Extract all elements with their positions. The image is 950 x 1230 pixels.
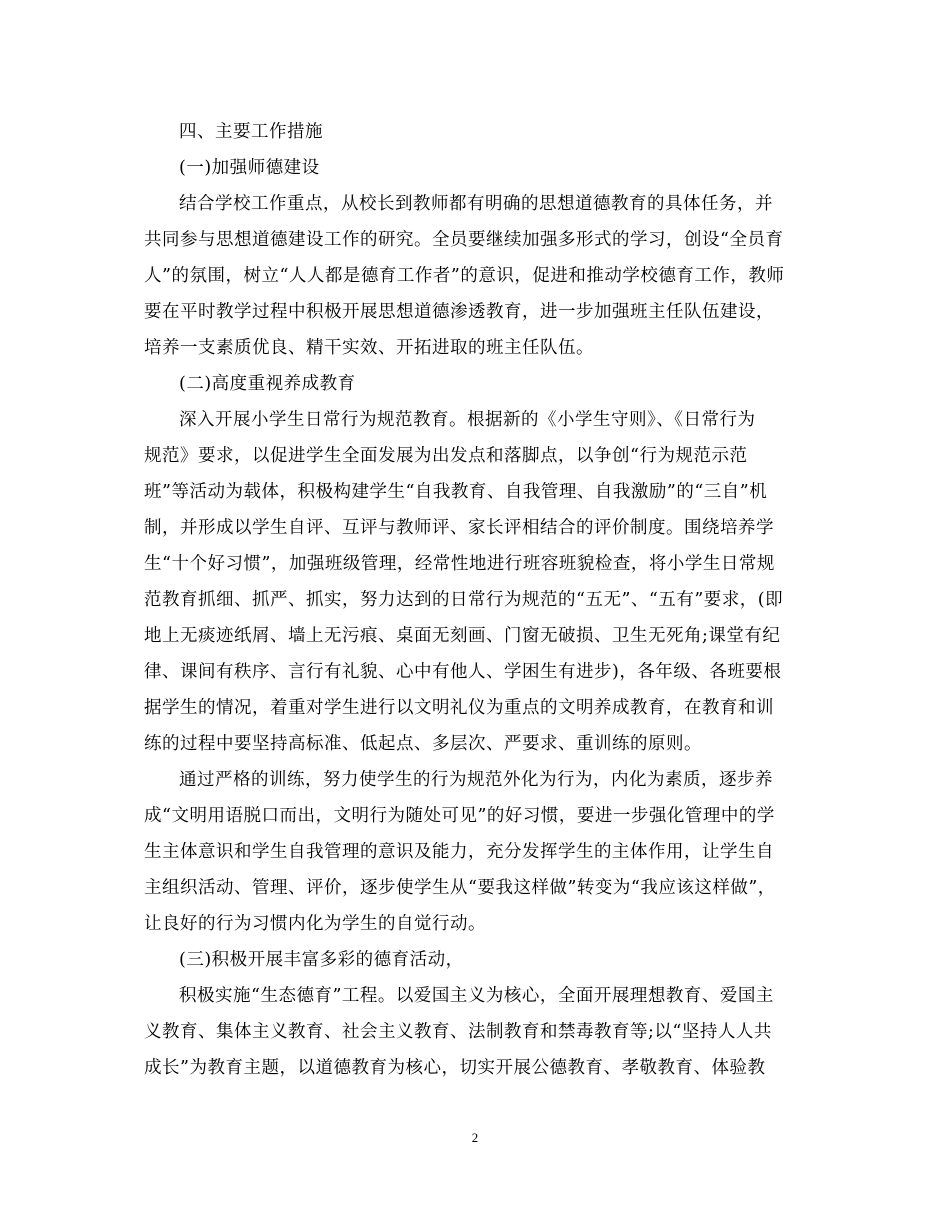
paragraph-training — [144, 762, 806, 942]
paragraph-line: 规范》要求，以促进学生全面发展为出发点和落脚点，以争创“行为规范示范 — [144, 446, 748, 466]
paragraph-line: 积极实施“生态德育”工程。以爱国主义为核心，全面开展理想教育、爱国主 — [179, 986, 774, 1006]
paragraph-line: 主组织活动、管理、评价，逐步使学生从“要我这样做”转变为“我应该这样做”， — [144, 878, 776, 898]
page-number: 2 — [471, 1130, 479, 1145]
paragraph-line: 范教育抓细、抓严、抓实，努力达到的日常行为规范的“五无”、“五有”要求，(即 — [144, 590, 784, 610]
paragraph-line: 生“十个好习惯”，加强班级管理，经常性地进行班容班貌检查，将小学生日常规 — [144, 554, 775, 574]
paragraph-line: 成长”为教育主题，以道德教育为核心，切实开展公德教育、孝敬教育、体验教 — [144, 1058, 766, 1078]
paragraph-line: 通过严格的训练，努力使学生的行为规范外化为行为，内化为素质，逐步养 — [179, 770, 773, 790]
document-body — [144, 114, 806, 1086]
paragraph-line: 律、课间有秩序、言行有礼貌、心中有他人、学困生有进步)，各年级、各班要根 — [144, 662, 782, 682]
paragraph-line: 练的过程中要坚持高标准、低起点、多层次、严要求、重训练的原则。 — [144, 734, 702, 754]
paragraph-line: 让良好的行为习惯内化为学生的自觉行动。 — [144, 914, 486, 934]
paragraph-line: 据学生的情况，着重对学生进行以文明礼仪为重点的文明养成教育，在教育和训 — [144, 698, 774, 718]
section-heading: 四、主要工作措施 — [179, 122, 323, 142]
paragraph-line: 班”等活动为载体，积极构建学生“自我教育、自我管理、自我激励”的“三自”机 — [144, 482, 768, 502]
paragraph-line: 结合学校工作重点，从校长到教师都有明确的思想道德教育的具体任务，并 — [179, 194, 773, 214]
paragraph-line: 人”的氛围，树立“人人都是德育工作者”的意识，促进和推动学校德育工作，教师 — [144, 266, 785, 286]
paragraph-line: 生主体意识和学生自我管理的意识及能力，充分发挥学生的主体作用，让学生自 — [144, 842, 774, 862]
subsection-title-2: (二)高度重视养成教育 — [179, 374, 356, 394]
paragraph-line: 义教育、集体主义教育、社会主义教育、法制教育和禁毒教育等;以“坚持人人共 — [144, 1022, 772, 1042]
paragraph-moral-activities — [144, 978, 806, 1086]
subsection-title-1: (一)加强师德建设 — [179, 158, 320, 178]
paragraph-line: 培养一支素质优良、精干实效、开拓进取的班主任队伍。 — [144, 338, 594, 358]
paragraph-line: 要在平时教学过程中积极开展思想道德渗透教育，进一步加强班主任队伍建设， — [144, 302, 774, 322]
paragraph-line: 共同参与思想道德建设工作的研究。全员要继续加强多形式的学习，创设“全员育 — [144, 230, 784, 250]
paragraph-line: 深入开展小学生日常行为规范教育。根据新的《小学生守则》、《日常行为 — [179, 410, 756, 430]
paragraph-teacher-ethics — [144, 186, 806, 366]
subsection-title-3: (三)积极开展丰富多彩的德育活动， — [179, 950, 464, 970]
paragraph-line: 地上无痰迹纸屑、墙上无污痕、桌面无刻画、门窗无破损、卫生无死角;课堂有纪 — [144, 626, 781, 646]
paragraph-behavior-norms — [144, 402, 806, 762]
paragraph-line: 制，并形成以学生自评、互评与教师评、家长评相结合的评价制度。围绕培养学 — [144, 518, 774, 538]
paragraph-line: 成“文明用语脱口而出，文明行为随处可见”的好习惯，要进一步强化管理中的学 — [144, 806, 775, 826]
